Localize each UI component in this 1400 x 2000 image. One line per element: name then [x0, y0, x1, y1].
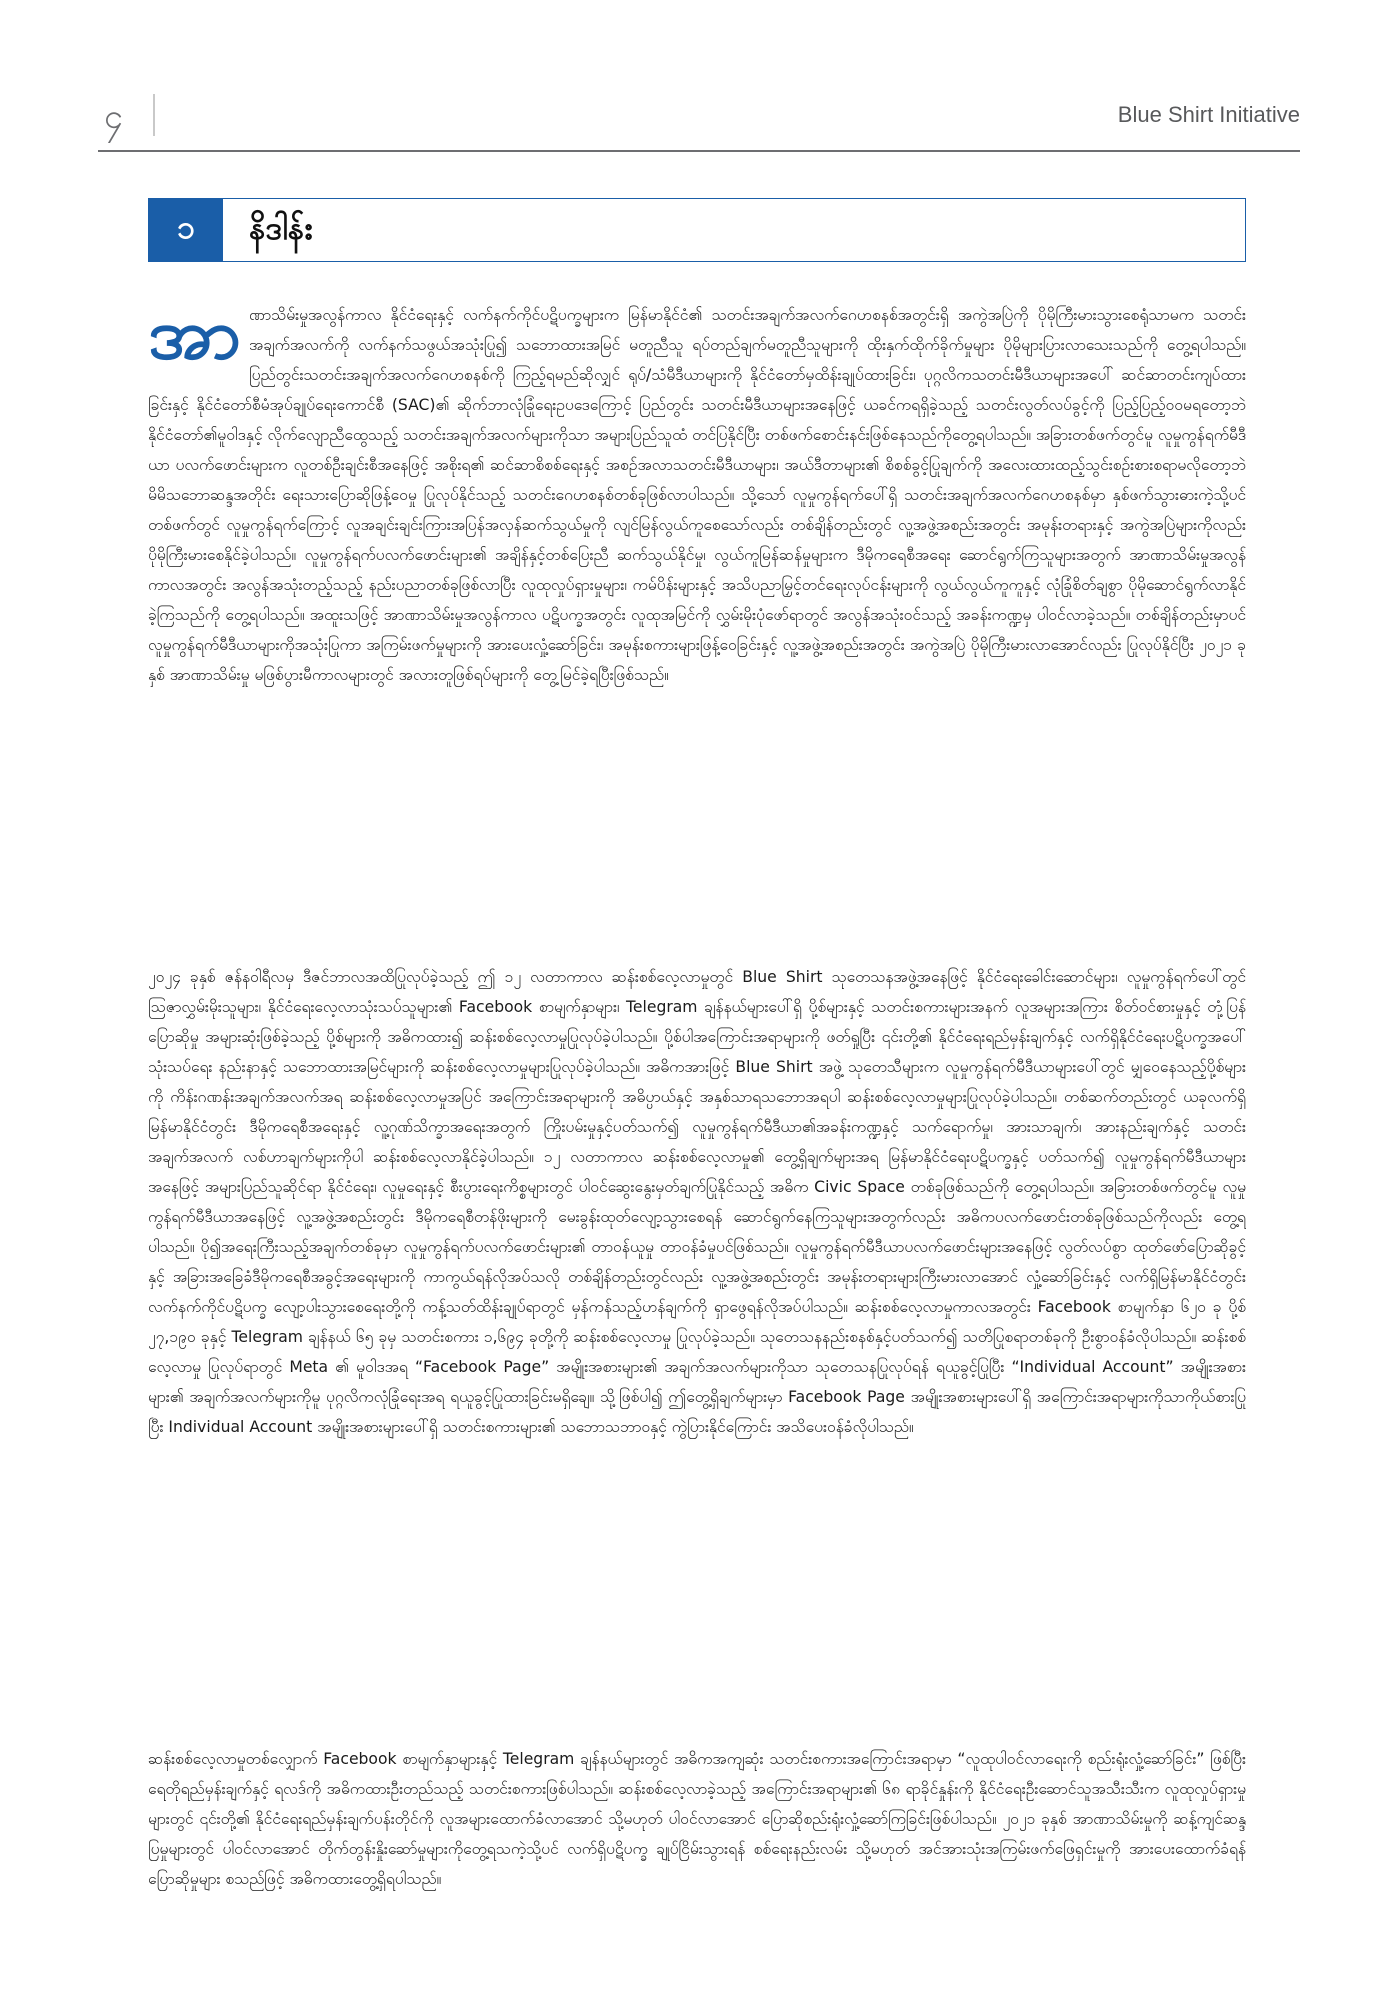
- organization-name: Blue Shirt Initiative: [1117, 102, 1300, 127]
- paragraph-1-text: ဏာသိမ်းမှုအလွန်ကာလ နိုင်ငံရေးနှင့် လက်နက်ကိုင်ပဋိပက္ခများက မြန်မာနိုင်ငံ၏ သတင်းအချက်အလက်ဂေဟစနစ်အတွင်းရှိ အကွဲအပြဲကို ပိုမိုကြီးမားသွားစေရုံသာမက သတင်းအချက်အလက်ကို လက်နက်သဖွယ်အသုံးပြု၍ သဘောထားအမြင် မတူညီသူ ရပ်တည်ချက်မတူညီသူများကို ထိုးနှက်ထိုက်ခိုက်မှုများ ပိုမိုများပြားလာသေးသည်ကို တွေ့ရပါသည်။ ပြည်တွင်းသတင်းအချက်အလက်ဂေဟစနစ်ကို ကြည့်ရမည်ဆိုလျှင် ရုပ်/သံမီဒီယာများကို နိုင်ငံတော်မှထိန်းချုပ်ထားခြင်း၊ ပုဂ္ဂလိကသတင်းမီဒီယာများအပေါ် ဆင်ဆာတင်းကျပ်ထားခြင်းနှင့် နိုင်ငံတော်စီမံအုပ်ချုပ်ရေးကောင်စီ (SAC)၏ ဆိုက်ဘာလုံခြုံရေးဥပဒေကြောင့် ပြည်တွင်း သတင်းမီဒီယာများအနေဖြင့် ယခင်ကရရှိခဲ့သည့် သတင်းလွတ်လပ်ခွင့်ကို ပြည့်ပြည့်ဝဝမရတော့ဘဲ နိုင်ငံတော်၏မူဝါဒနှင့် လိုက်လျောညီထွေသည့် သတင်းအချက်အလက်များကိုသာ အများပြည်သူထံ တင်ပြနိုင်ပြီး တစ်ဖက်စောင်းနင်းဖြစ်နေသည်ကိုတွေ့ရပါသည်။ အခြားတစ်ဖက်တွင်မူ လူမှုကွန်ရက်မီဒီယာ ပလက်ဖောင်းများက လူတစ်ဦးချင်းစီအနေဖြင့် အစိုးရ၏ ဆင်ဆာစိစစ်ရေးနှင့် အစဉ်အလာသတင်းမီဒီယာများ၊ အယ်ဒီတာများ၏ စိစစ်ခွင့်ပြုချက်ကို အလေးထားထည့်သွင်းစဉ်းစားစရာမလိုတော့ဘဲ မိမိသဘောဆန္ဒအတိုင်း ရေးသားပြောဆိုဖြန့်ဝေမှု ပြုလုပ်နိုင်သည့် သတင်းဂေဟစနစ်တစ်ခုဖြစ်လာပါသည်။ သို့သော် လူမှုကွန်ရက်ပေါ်ရှိ သတင်းအချက်အလက်ဂေဟစနစ်မှာ နှစ်ဖက်သွားဓားကဲ့သို့ပင် တစ်ဖက်တွင် လူမှုကွန်ရက်ကြောင့် လူအချင်းချင်းကြားအပြန်အလှန်ဆက်သွယ်မှုကို လျင်မြန်လွယ်ကူစေသော်လည်း တစ်ချိန်တည်းတွင် လူ့အဖွဲ့အစည်းအတွင်း အမုန်းတရားနှင့် အကွဲအပြဲများကိုလည်း ပိုမိုကြီးမားစေနိုင်ခဲ့ပါသည်။ လူမှုကွန်ရက်ပလက်ဖောင်းများ၏ အချိန်နှင့်တစ်ပြေးညီ ဆက်သွယ်နိုင်မှု၊ လွယ်ကူမြန်ဆန်မှုများက ဒီမိုကရေစီအရေး ဆောင်ရွက်ကြသူများအတွက် အာဏာသိမ်းမှုအလွန်ကာလအတွင်း အလွန်အသုံးတည့်သည့် နည်းပညာတစ်ခုဖြစ်လာပြီး လူထုလှုပ်ရှားမှုများ၊ ကမ်ပိန်းများနှင့် အသိပညာမြှင့်တင်ရေးလုပ်ငန်းများကို လွယ်လွယ်ကူကူနှင့် လုံခြုံစိတ်ချစွာ ပိုမိုဆောင်ရွက်လာနိုင်ခဲ့ကြသည်ကို တွေ့ရပါသည်။ အထူးသဖြင့် အာဏာသိမ်းမှုအလွန်ကာလ ပဋိပက္ခအတွင်း လူထုအမြင်ကို လွှမ်းမိုးပုံဖော်ရာတွင် အလွန်အသုံးဝင်သည့် အခန်းကဏ္ဍမှ ပါဝင်လာခဲ့သည်။ တစ်ချိန်တည်းမှာပင် လူမှုကွန်ရက်မီဒီယာများကိုအသုံးပြုကာ အကြမ်းဖက်မှုများကို အားပေးလှုံ့ဆော်ခြင်း၊ အမုန်းစကားများဖြန့်ဝေခြင်းနှင့် လူ့အဖွဲ့အစည်းအတွင်း အကွဲအပြဲ ပိုမိုကြီးမားလာအောင်လည်း ပြုလုပ်နိုင်ပြီး ၂၀၂၁ ခုနှစ် အာဏာသိမ်းမှု မဖြစ်ပွားမီကာလများတွင် အလားတူဖြစ်ရပ်များကို တွေ့မြင်ခဲ့ရပြီးဖြစ်သည်။: [148, 306, 1246, 684]
- section-number: ၁: [149, 199, 223, 261]
- paragraph-2: ၂၀၂၄ ခုနှစ် ဇန်နဝါရီလမှ ဒီဇင်ဘာလအထိပြုလုပ်ခဲ့သည့် ဤ ၁၂ လတာကာလ ဆန်းစစ်လေ့လာမှုတွင် Blue Shirt သုတေသနအဖွဲ့အနေဖြင့် နိုင်ငံရေးခေါင်းဆောင်များ၊ လူမှုကွန်ရက်ပေါ်တွင် ဩဇာလွှမ်းမိုးသူများ၊ နိုင်ငံရေးလေ့လာသုံးသပ်သူများ၏ Facebook စာမျက်နှာများ၊ Telegram ချန်နယ်များပေါ်ရှိ ပို့စ်များနှင့် သတင်းစကားများအနက် လူအများအကြား စိတ်ဝင်စားမှုနှင့် တုံ့ပြန်ပြောဆိုမှု အများဆုံးဖြစ်ခဲ့သည့် ပို့စ်များကို အဓိကထား၍ ဆန်းစစ်လေ့လာမှုပြုလုပ်ခဲ့ပါသည်။ ပို့စ်ပါအကြောင်းအရာများကို ဖတ်ရှုပြီး ၎င်းတို့၏ နိုင်ငံရေးရည်မှန်းချက်နှင့် လက်ရှိနိုင်ငံရေးပဋိပက္ခအပေါ်သုံးသပ်ရေး နည်းနာနှင့် သဘောထားအမြင်များကို ဆန်းစစ်လေ့လာမှုများပြုလုပ်ခဲ့ပါသည်။ အဓိကအားဖြင့် Blue Shirt အဖွဲ့ သုတေသီများက လူမှုကွန်ရက်မီဒီယာများပေါ်တွင် မျှဝေနေသည့်ပို့စ်များကို ကိန်းဂဏန်းအချက်အလက်အရ ဆန်းစစ်လေ့လာမှုအပြင် အကြောင်းအရာများကို အဓိပ္ပာယ်နှင့် အနှစ်သာရသဘောအရပါ ဆန်းစစ်လေ့လာမှုများပြုလုပ်ခဲ့ပါသည်။ တစ်ဆက်တည်းတွင် ယခုလက်ရှိ မြန်မာနိုင်ငံတွင်း ဒီမိုကရေစီအရေးနှင့် လူ့ဂုဏ်သိက္ခာအရေးအတွက် ကြိုးပမ်းမှုနှင့်ပတ်သက်၍ လူမှုကွန်ရက်မီဒီယာ၏အခန်းကဏ္ဍနှင့် သက်ရောက်မှု၊ အားသာချက်၊ အားနည်းချက်နှင့် သတင်းအချက်အလက် လစ်ဟာချက်များကိုပါ ဆန်းစစ်လေ့လာနိုင်ခဲ့ပါသည်။ ၁၂ လတာကာလ ဆန်းစစ်လေ့လာမှု၏ တွေ့ရှိချက်များအရ မြန်မာနိုင်ငံရေးပဋိပက္ခနှင့် ပတ်သက်၍ လူမှုကွန်ရက်မီဒီယာများအနေဖြင့် အများပြည်သူဆိုင်ရာ နိုင်ငံရေး၊ လူမှုရေးနှင့် စီးပွားရေးကိစ္စများတွင် ပါဝင်ဆွေးနွေးမှတ်ချက်ပြုနိုင်သည့် အဓိက Civic Space တစ်ခုဖြစ်သည်ကို တွေ့ရပါသည်။ အခြားတစ်ဖက်တွင်မူ လူမှုကွန်ရက်မီဒီယာအနေဖြင့် လူ့အဖွဲ့အစည်းတွင်း ဒီမိုကရေစီတန်ဖိုးများကို မေးခွန်းထုတ်လျော့သွားစေရန် ဆောင်ရွက်နေကြသူများအတွက်လည်း အဓိကပလက်ဖောင်းတစ်ခုဖြစ်သည်ကိုလည်း တွေ့ရပါသည်။ ပို၍အရေးကြီးသည့်အချက်တစ်ခုမှာ လူမှုကွန်ရက်ပလက်ဖောင်းများ၏ တာဝန်ယူမှု တာဝန်ခံမှုပင်ဖြစ်သည်။ လူမှုကွန်ရက်မီဒီယာပလက်ဖောင်းများအနေဖြင့် လွတ်လပ်စွာ ထုတ်ဖော်ပြောဆိုခွင့်နှင့် အခြားအခြေခံဒီမိုကရေစီအခွင့်အရေးများကို ကာကွယ်ရန်လိုအပ်သလို တစ်ချိန်တည်းတွင်လည်း လူ့အဖွဲ့အစည်းတွင်း အမုန်းတရားများကြီးမားလာအောင် လှုံ့ဆော်ခြင်းနှင့် လက်ရှိမြန်မာနိုင်ငံတွင်း လက်နက်ကိုင်ပဋိပက္ခ လျော့ပါးသွားစေရေးတို့ကို ကန့်သတ်ထိန်းချုပ်ရာတွင် မှန်ကန်သည့်ဟန်ချက်ကို ရှာဖွေရန်လိုအပ်ပါသည်။ ဆန်းစစ်လေ့လာမှုကာလအတွင်း Facebook စာမျက်နှာ ၆၂၀ ခု ပို့စ် ၂၇,၁၉၀ ခုနှင့် Telegram ချန်နယ် ၆၅ ခုမှ သတင်းစကား ၁,၆၉၄ ခုတို့ကို ဆန်းစစ်လေ့လာမှု ပြုလုပ်ခဲ့သည်။ သုတေသနနည်းစနစ်နှင့်ပတ်သက်၍ သတိပြုစရာတစ်ခုကို ဦးစွာဝန်ခံလိုပါသည်။ ဆန်းစစ်လေ့လာမှု ပြုလုပ်ရာတွင် Meta ၏ မူဝါဒအရ “Facebook Page” အမျိုးအစားများ၏ အချက်အလက်များကိုသာ သုတေသနပြုလုပ်ရန် ရယူခွင့်ပြုပြီး “Individual Account” အမျိုးအစားများ၏ အချက်အလက်များကိုမူ ပုဂ္ဂလိကလုံခြုံရေးအရ ရယူခွင့်ပြုထားခြင်းမရှိချေ။ သို့ဖြစ်ပါ၍ ဤတွေ့ရှိချက်များမှာ Facebook Page အမျိုးအစားများပေါ်ရှိ အကြောင်းအရာများကိုသာကိုယ်စားပြုပြီး Individual Account အမျိုးအစားများပေါ်ရှိ သတင်းစကားများ၏ သဘောသဘာဝနှင့် ကွဲပြားနိုင်ကြောင်း အသိပေးဝန်ခံလိုပါသည်။: [148, 968, 1246, 1436]
- body-text: [148, 300, 1246, 1954]
- section-title: နိဒါန်း: [249, 209, 313, 247]
- page-number: ၄: [104, 97, 124, 137]
- paragraph-3: ဆန်းစစ်လေ့လာမှုတစ်လျှောက် Facebook စာမျက်နှာများနှင့် Telegram ချန်နယ်များတွင် အဓိကအကျဆုံး သတင်းစကားအကြောင်းအရာမှာ “လူထုပါဝင်လာရေးကို စည်းရုံးလှုံ့ဆော်ခြင်း” ဖြစ်ပြီး ရေတိုရည်မှန်းချက်နှင့် ရလဒ်ကို အဓိကထားဦးတည်သည့် သတင်းစကားဖြစ်ပါသည်။ ဆန်းစစ်လေ့လာခဲ့သည့် အကြောင်းအရာများ၏ ၆၈ ရာခိုင်နှုန်းကို နိုင်ငံရေးဦးဆောင်သူအသီးသီးက လူထုလှုပ်ရှားမှုများတွင် ၎င်းတို့၏ နိုင်ငံရေးရည်မှန်းချက်ပန်းတိုင်ကို လူအများထောက်ခံလာအောင် သို့မဟုတ် ပါဝင်လာအောင် ပြောဆိုစည်းရုံးလှုံ့ဆော်ကြခြင်းဖြစ်ပါသည်။ ၂၀၂၁ ခုနှစ် အာဏာသိမ်းမှုကို ဆန့်ကျင်ဆန္ဒပြမှုများတွင် ပါဝင်လာအောင် တိုက်တွန်းနှိုးဆော်မှုများကိုတွေ့ရသကဲ့သို့ပင် လက်ရှိပဋိပက္ခ ချုပ်ငြိမ်းသွားရန် စစ်ရေးနည်းလမ်း သို့မဟုတ် အင်အားသုံးအကြမ်းဖက်ဖြေရှင်းမှုကို အားပေးထောက်ခံရန် ပြောဆိုမှုများ စသည်ဖြင့် အဓိကထားတွေ့ရှိရပါသည်။: [148, 1750, 1246, 1888]
- drop-cap: အာ: [148, 300, 242, 375]
- section-heading: [148, 198, 1246, 262]
- page-header: [98, 88, 1300, 152]
- paragraph-1: [148, 300, 1246, 932]
- header-divider: [153, 94, 155, 136]
